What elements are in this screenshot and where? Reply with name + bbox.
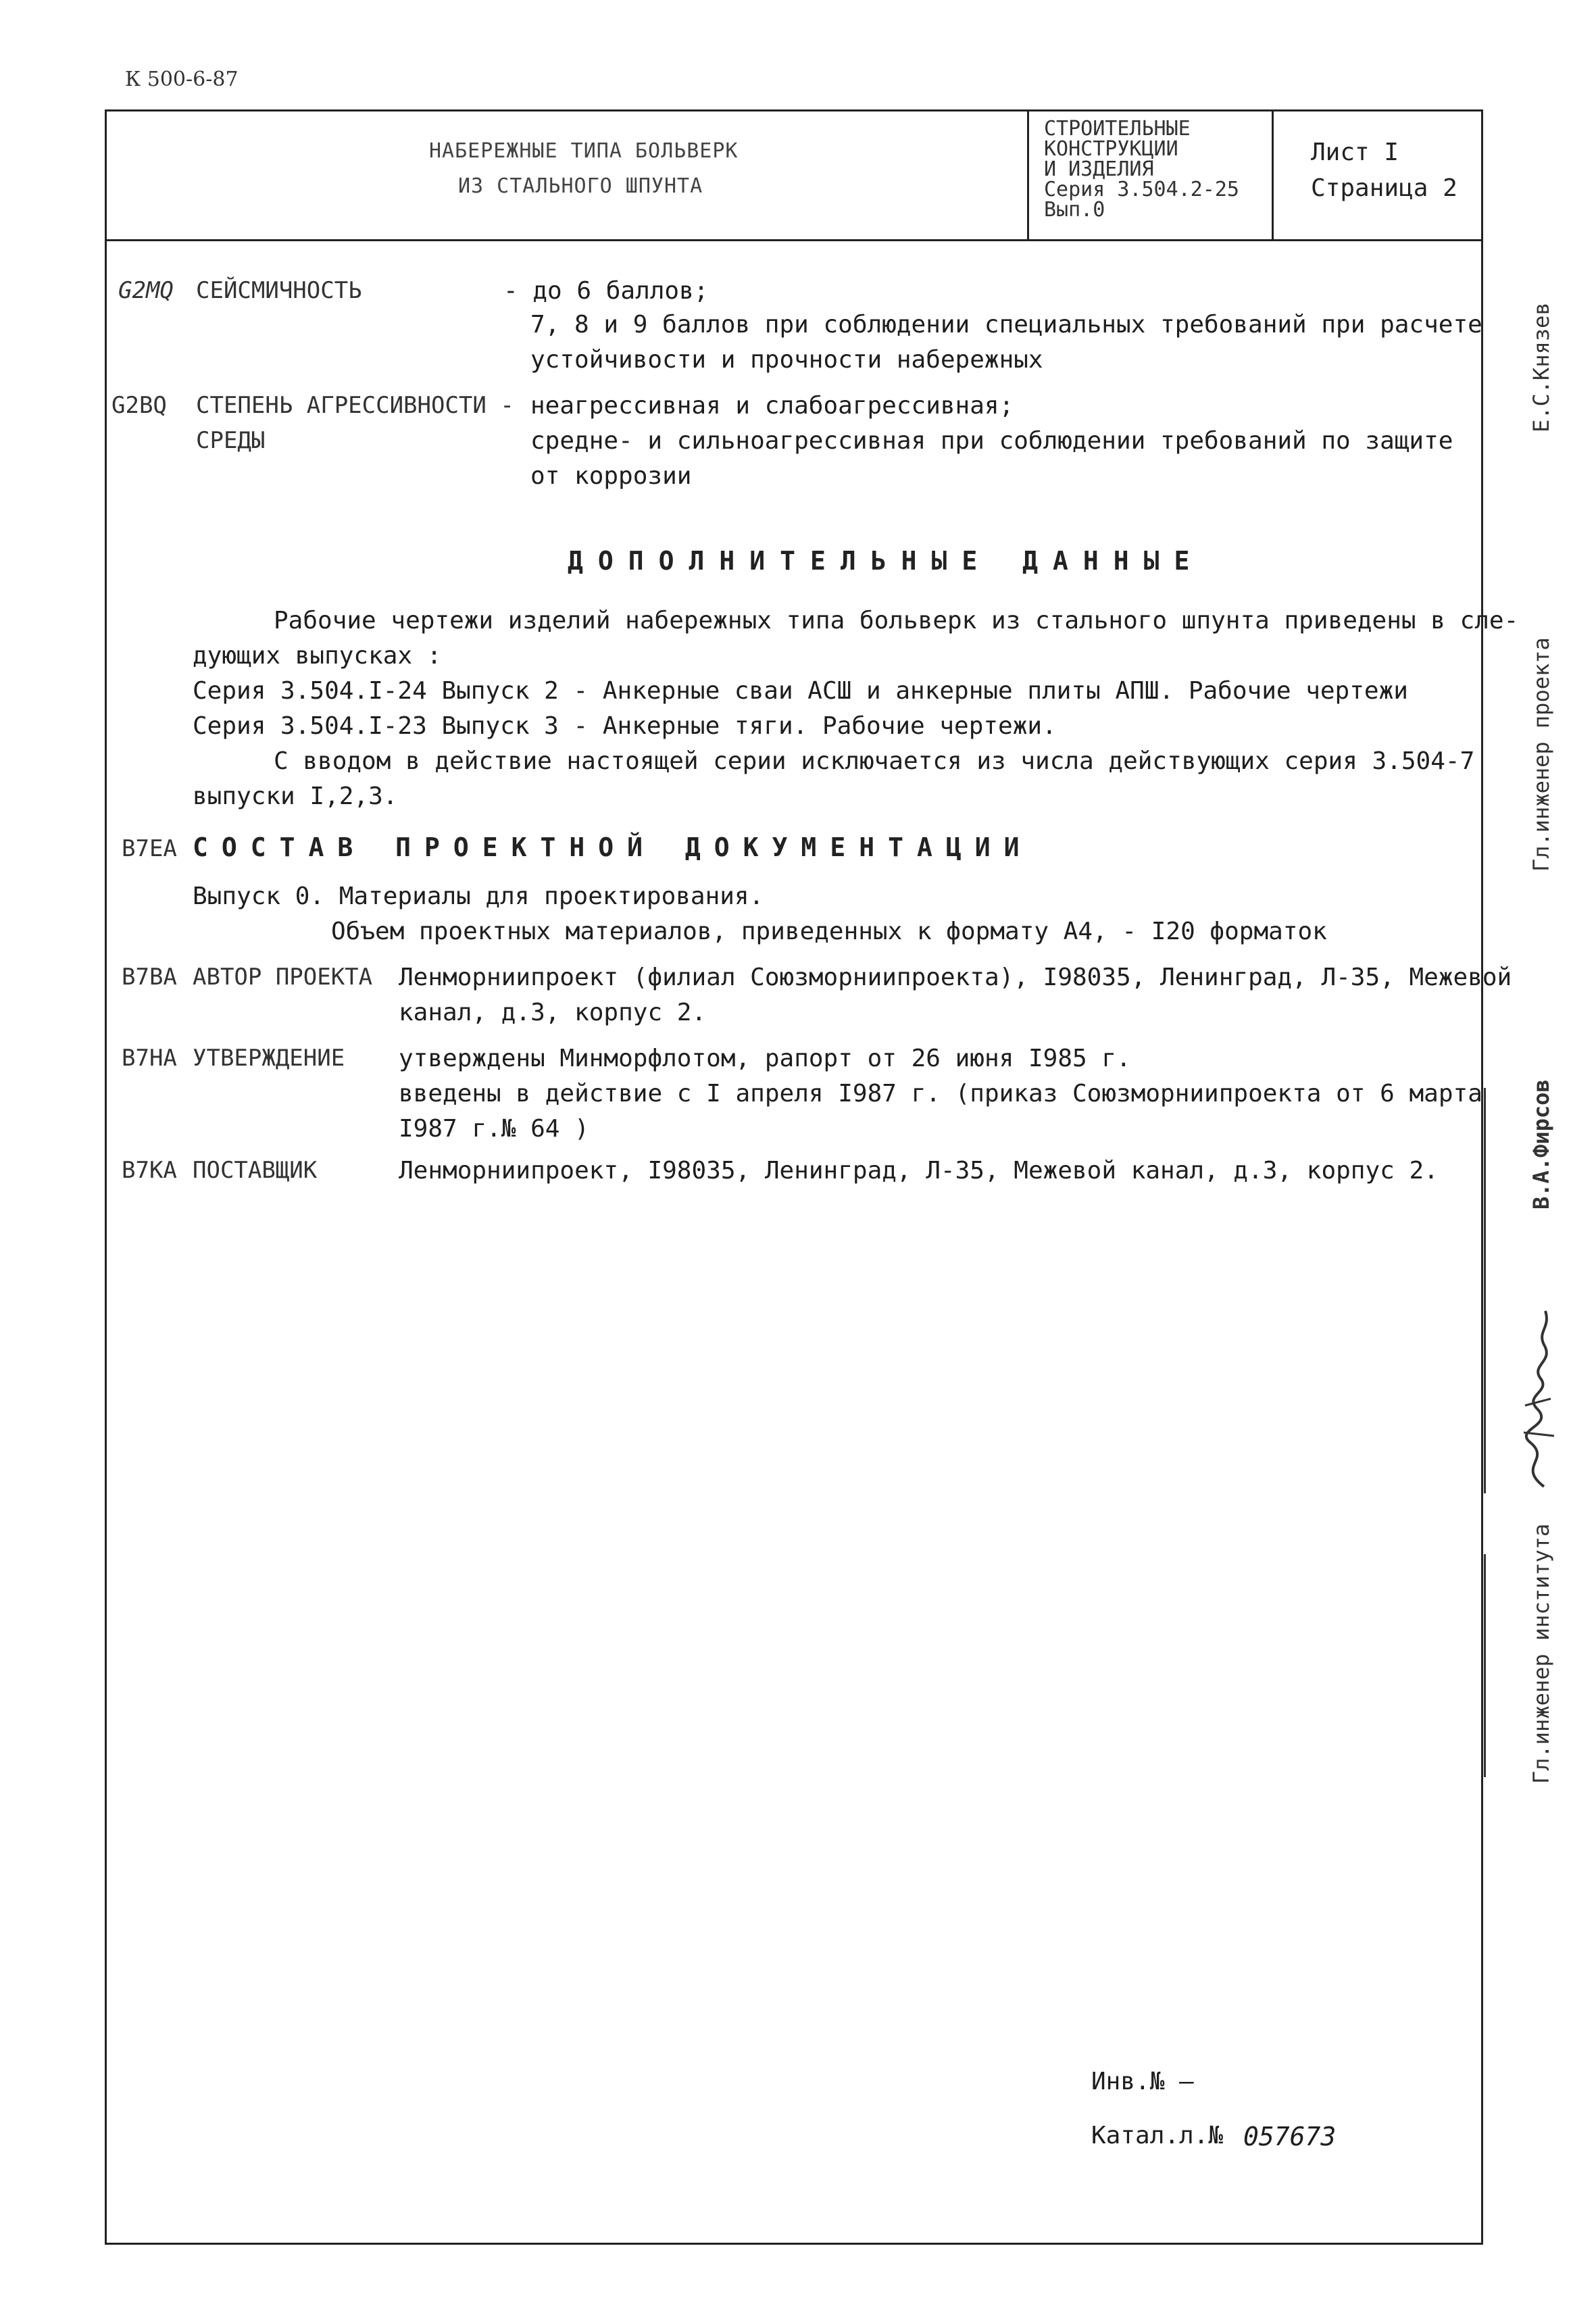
category-line-2: КОНСТРУКЦИИ [1044,137,1178,161]
additional-series-1: Серия 3.504.I-24 Выпуск 2 - Анкерные сваи АСШ и анкерные плиты АПШ. Рабочие чертежи [193,677,1408,705]
approval-line-1: утверждены Минморфлотом, рапорт от 26 июня I985 г. [399,1045,1131,1072]
approval-label: УТВЕРЖДЕНИЕ [193,1045,345,1072]
author-code: B7BA [122,964,177,991]
aggression-code: G2BQ [111,392,167,419]
additional-p1-line-1: Рабочие чертежи изделий набережных типа больверк из стального шпунта приведены в сле- [274,607,1519,634]
approval-line-2: введены в действие с I апреля I987 г. (приказ Союзморниипроекта от 6 марта [399,1080,1482,1107]
category-line-1: СТРОИТЕЛЬНЫЕ [1044,117,1191,141]
additional-series-2: Серия 3.504.I-23 Выпуск 3 - Анкерные тяги. Рабочие чертежи. [193,712,1057,740]
aggression-line-1: неагрессивная и слабоагрессивная; [530,392,1014,420]
seismic-line-3: устойчивости и прочности набережных [530,346,1043,374]
seismic-line-2: 7, 8 и 9 баллов при соблюдении специальных требований при расчете [530,311,1482,339]
supplier-label: ПОСТАВЩИК [193,1157,318,1184]
aggression-line-3: от коррозии [530,462,692,490]
header-divider-vertical-2 [1272,109,1274,239]
margin-name-firsov: В.А.Фирсов [1528,1079,1554,1210]
composition-line-2: Объем проектных материалов, приведенных к формату А4, - I20 форматок [331,918,1327,945]
additional-p2-line-1: С вводом в действие настоящей серии исключается из числа действующих серия 3.504-7 [274,747,1475,775]
composition-heading: СОСТАВ ПРОЕКТНОЙ ДОКУМЕНТАЦИИ [193,832,1033,862]
approval-line-3: I987 г.№ 64 ) [399,1115,589,1143]
margin-rule-1 [1484,1088,1486,1493]
header-divider-vertical-1 [1027,109,1029,239]
category-line-5: Вып.0 [1044,198,1105,222]
author-label: АВТОР ПРОЕКТА [193,964,373,991]
approval-code: B7HA [122,1045,177,1072]
supplier-code: B7KA [122,1157,177,1184]
aggression-line-2: средне- и сильноагрессивная при соблюдении требований по защите [530,427,1453,455]
aggression-label-2: СРЕДЫ [196,427,266,454]
header-divider [105,239,1483,241]
page-number: Страница 2 [1311,174,1457,202]
additional-heading: ДОПОЛНИТЕЛЬНЫЕ ДАННЫЕ [568,546,1205,576]
title-line-1: НАБЕРЕЖНЫЕ ТИПА БОЛЬВЕРК [429,139,739,163]
category-block [1044,119,1239,220]
margin-rule-2 [1484,1554,1486,1777]
category-line-4: Серия 3.504.2-25 [1044,178,1239,201]
additional-p1-line-2: дующих выпусках : [193,642,442,670]
seismic-code: G2MQ [118,277,174,304]
composition-line-1: Выпуск 0. Материалы для проектирования. [193,882,764,910]
signature-firsov [1503,1297,1564,1496]
seismic-label: СЕЙСМИЧНОСТЬ [196,277,362,304]
catalog-number: 057673 [1243,2122,1337,2151]
additional-p2-line-2: выпуски I,2,3. [193,782,398,810]
author-line-1: Ленморниипроект (филиал Союзморниипроекта), I98035, Ленинград, Л-35, Межевой [399,964,1512,991]
sheet-number: Лист I [1311,139,1399,166]
inventory-number: Инв.№ — [1091,2068,1194,2095]
title-line-2: ИЗ СТАЛЬНОГО ШПУНТА [458,174,703,198]
margin-role-chief-engineer-institute: Гл.инженер института [1528,1523,1554,1784]
seismic-line-1: - до 6 баллов; [503,277,709,305]
author-line-2: канал, д.3, корпус 2. [399,999,707,1026]
aggression-label-1: СТЕПЕНЬ АГРЕССИВНОСТИ - [196,392,514,419]
supplier-line-1: Ленморниипроект, I98035, Ленинград, Л-35, Межевой канал, д.3, корпус 2. [399,1157,1439,1185]
composition-code: B7EA [122,835,177,862]
category-line-3: И ИЗДЕЛИЯ [1044,157,1154,181]
catalog-label: Катал.л.№ [1091,2122,1224,2149]
margin-name-knyazev: Е.С.Князев [1528,302,1554,432]
margin-role-chief-engineer-project: Гл.инженер проекта [1528,637,1554,872]
document-code: К 500-6-87 [125,68,239,91]
